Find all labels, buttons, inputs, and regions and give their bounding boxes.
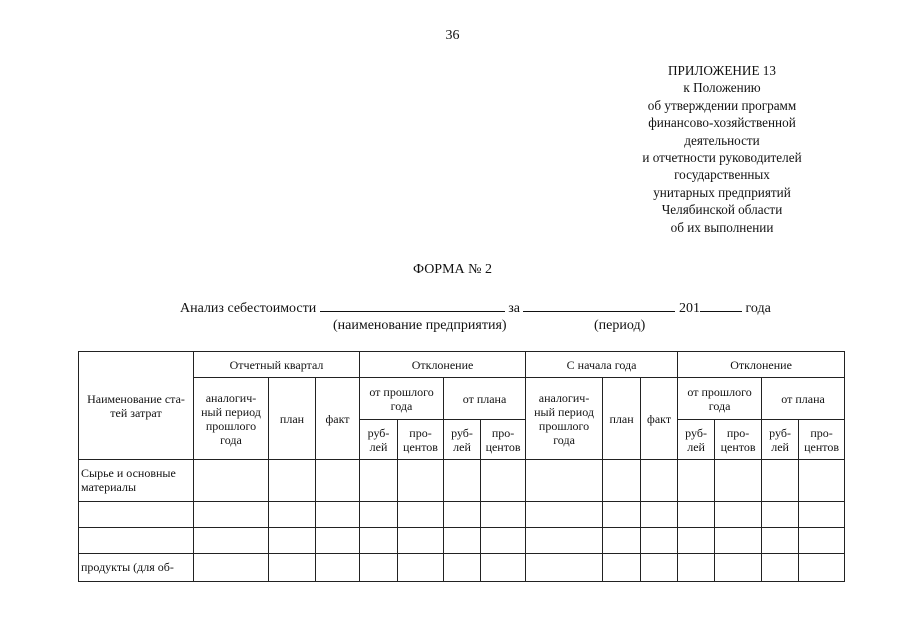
value-cell[interactable] [799,528,845,554]
value-cell[interactable] [194,528,269,554]
enterprise-name-field[interactable] [320,299,505,312]
header-rubles: руб- лей [444,420,481,460]
year-prefix: 201 [678,301,700,316]
value-cell[interactable] [762,554,799,582]
header-from-plan: от плана [444,378,526,420]
value-cell[interactable] [360,528,398,554]
header-percent: про- центов [715,420,762,460]
header-rubles: руб- лей [360,420,398,460]
value-cell[interactable] [641,528,678,554]
value-cell[interactable] [481,528,526,554]
analysis-za: за [508,301,520,316]
value-cell[interactable] [269,554,316,582]
analysis-line [180,299,771,317]
cost-item-name: продукты (для об- [79,554,194,582]
appendix-line: финансово-хозяйственной [648,115,796,131]
value-cell[interactable] [641,502,678,528]
value-cell[interactable] [360,502,398,528]
analysis-prefix: Анализ себестоимости [180,301,317,316]
value-cell[interactable] [194,460,269,502]
value-cell[interactable] [526,502,603,528]
period-field[interactable] [523,299,675,312]
value-cell[interactable] [799,502,845,528]
value-cell[interactable] [269,502,316,528]
table-row [79,528,845,554]
appendix-line: государственных [674,167,770,183]
value-cell[interactable] [360,554,398,582]
value-cell[interactable] [762,528,799,554]
value-cell[interactable] [194,554,269,582]
header-similar-period: аналогич- ный период прошлого года [526,378,603,460]
appendix-line: об их выполнении [670,219,774,235]
appendix-line: Челябинской области [661,202,783,218]
header-rubles: руб- лей [678,420,715,460]
value-cell[interactable] [481,460,526,502]
header-from-plan: от плана [762,378,845,420]
value-cell[interactable] [678,528,715,554]
enterprise-caption: (наименование предприятия) [333,318,507,333]
form-title: ФОРМА № 2 [412,262,493,277]
value-cell[interactable] [603,554,641,582]
value-cell[interactable] [444,528,481,554]
value-cell[interactable] [715,554,762,582]
value-cell[interactable] [316,554,360,582]
value-cell[interactable] [715,460,762,502]
value-cell[interactable] [269,460,316,502]
appendix-line: об утверждении программ [647,97,797,113]
value-cell[interactable] [678,460,715,502]
value-cell[interactable] [715,528,762,554]
group-header-year-start: С начала года [526,352,678,378]
value-cell[interactable] [316,528,360,554]
appendix-line: унитарных предприятий [653,184,791,200]
value-cell[interactable] [762,460,799,502]
value-cell[interactable] [799,554,845,582]
header-fact: факт [641,378,678,460]
header-percent: про- центов [398,420,444,460]
value-cell[interactable] [641,554,678,582]
value-cell[interactable] [641,460,678,502]
value-cell[interactable] [762,502,799,528]
group-header-deviation: Отклонение [360,352,526,378]
cost-item-name [79,528,194,554]
appendix-line: и отчетности руководителей [642,150,802,166]
value-cell[interactable] [360,460,398,502]
value-cell[interactable] [526,554,603,582]
header-fact: факт [316,378,360,460]
appendix-header [600,62,844,236]
value-cell[interactable] [715,502,762,528]
group-header-quarter: Отчетный квартал [194,352,360,378]
table-row [79,554,845,582]
table-body [79,460,845,582]
period-caption: (период) [594,318,646,333]
value-cell[interactable] [194,502,269,528]
value-cell[interactable] [398,528,444,554]
value-cell[interactable] [481,554,526,582]
header-rubles: руб- лей [762,420,799,460]
table-row [79,502,845,528]
value-cell[interactable] [398,554,444,582]
table-row [79,460,845,502]
value-cell[interactable] [444,502,481,528]
header-similar-period: аналогич- ный период прошлого года [194,378,269,460]
appendix-line: к Положению [683,80,761,96]
value-cell[interactable] [316,502,360,528]
column-header-cost-items: Наименование ста- тей затрат [79,352,194,460]
appendix-line: деятельности [684,132,760,148]
group-header-deviation: Отклонение [678,352,845,378]
value-cell[interactable] [316,460,360,502]
year-field[interactable] [700,299,742,312]
value-cell[interactable] [603,502,641,528]
value-cell[interactable] [799,460,845,502]
value-cell[interactable] [526,460,603,502]
value-cell[interactable] [444,460,481,502]
year-suffix: года [745,301,771,316]
page-number: 36 [445,28,460,43]
header-from-prev-year: от прошлого года [678,378,762,420]
value-cell[interactable] [678,554,715,582]
cost-item-name [79,502,194,528]
value-cell[interactable] [481,502,526,528]
header-from-prev-year: от прошлого года [360,378,444,420]
header-percent: про- центов [481,420,526,460]
cost-item-name: Сырье и основные материалы [79,460,194,502]
value-cell[interactable] [678,502,715,528]
value-cell[interactable] [269,528,316,554]
header-plan: план [269,378,316,460]
value-cell[interactable] [398,502,444,528]
header-plan: план [603,378,641,460]
value-cell[interactable] [603,528,641,554]
header-percent: про- центов [799,420,845,460]
cost-analysis-table [78,351,845,582]
appendix-line: ПРИЛОЖЕНИЕ 13 [668,63,776,78]
value-cell[interactable] [526,528,603,554]
value-cell[interactable] [444,554,481,582]
value-cell[interactable] [398,460,444,502]
value-cell[interactable] [603,460,641,502]
